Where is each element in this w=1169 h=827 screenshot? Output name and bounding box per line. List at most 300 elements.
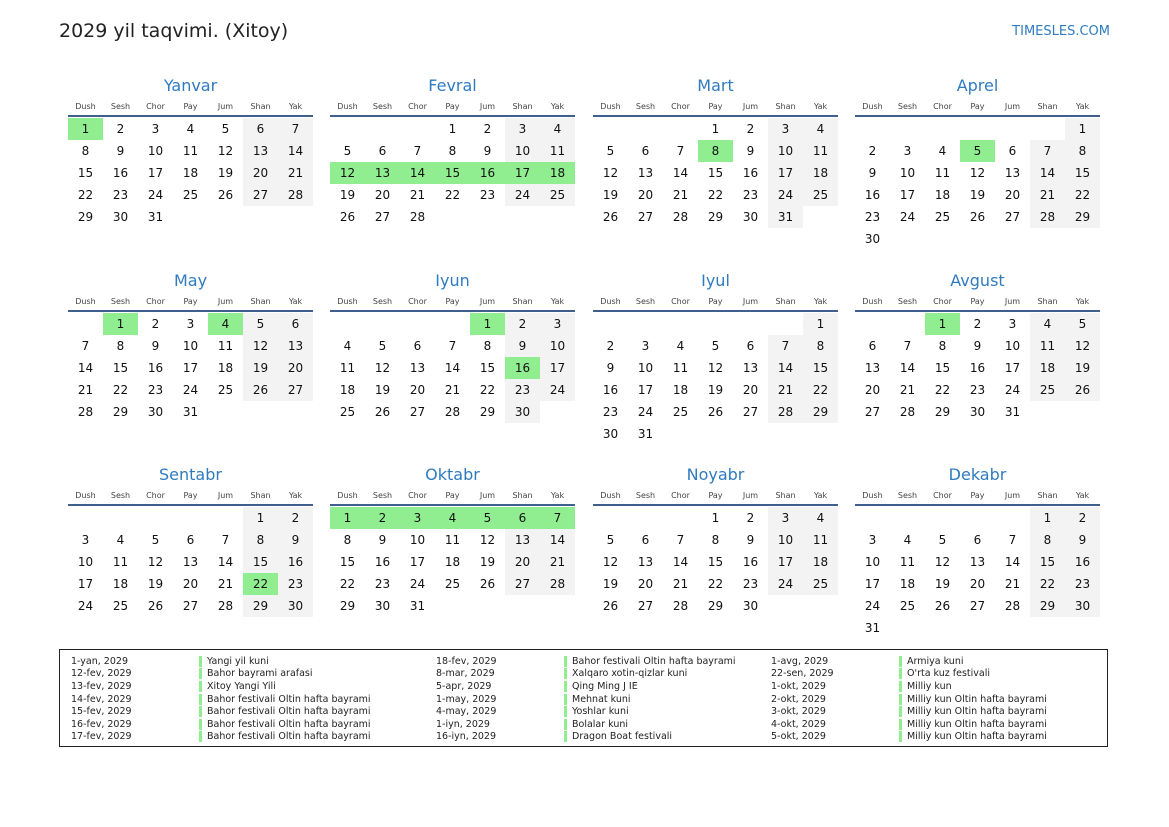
weekday-header [593,487,838,503]
weekday-label: Jum [1004,101,1021,111]
day-cell: 16 [505,357,540,379]
day-cell: 25 [672,405,689,419]
month-dekabr [855,389,1100,639]
day-cell: 24 [899,210,916,224]
weekday-label: Pay [445,296,460,306]
day-cell: 7 [540,507,575,529]
day-cell: 19 [602,188,619,202]
day-cell: 19 [217,166,234,180]
day-cell: 10 [899,166,916,180]
day-cell: 7 [903,339,912,353]
weekday-label: Shan [775,101,796,111]
holiday-marker [199,719,202,730]
day-cell: 3 [81,533,90,547]
day-cell: 16 [742,555,759,569]
holiday-marker [899,694,902,705]
day-cell: 23 [1065,573,1100,595]
day-cell: 1 [1065,118,1100,140]
holiday-marker [899,656,902,667]
day-cell: 7 [676,144,685,158]
month-divider [593,115,838,117]
holiday-date: 4-okt, 2029 [771,718,826,730]
weekday-label: Dush [862,296,883,306]
day-cell: 25 [934,210,951,224]
month-name: Mart [697,76,734,95]
holiday-marker [564,694,567,705]
day-cell: 20 [243,162,278,184]
holiday-marker [564,668,567,679]
day-cell: 15 [77,166,94,180]
legend-row [436,668,752,681]
day-empty [663,507,698,529]
day-cell: 28 [768,401,803,423]
day-cell: 15 [339,555,356,569]
day-cell: 22 [112,383,129,397]
day-cell: 24 [864,599,881,613]
weekday-label: Sesh [372,101,393,111]
weekday-label: Sesh [635,101,656,111]
day-cell: 8 [116,339,125,353]
holiday-name: O'rta kuz festivali [907,668,991,680]
day-cell: 29 [339,599,356,613]
day-cell: 29 [934,405,951,419]
day-cell: 18 [540,162,575,184]
legend-column [771,655,1087,743]
day-cell: 13 [742,361,759,375]
weekday-label: Sesh [897,490,918,500]
day-cell: 23 [374,577,391,591]
day-cell: 12 [969,166,986,180]
weekday-label: Jum [479,490,496,500]
day-cell: 15 [803,357,838,379]
holiday-date: 5-okt, 2029 [771,731,826,743]
day-cell: 30 [1065,595,1100,617]
day-cell: 1 [470,313,505,335]
day-cell: 8 [938,339,947,353]
day-empty [960,617,995,639]
day-cell: 13 [505,529,540,551]
legend-row [71,705,387,718]
weekday-label: Dush [337,296,358,306]
day-cell: 7 [81,339,90,353]
day-cell: 26 [934,599,951,613]
weekday-label: Pay [970,490,985,500]
holiday-name: Bahor festivali Oltin hafta bayrami [572,655,736,667]
day-cell: 2 [1065,507,1100,529]
day-cell: 2 [365,507,400,529]
day-cell: 27 [243,184,278,206]
day-cell: 15 [1065,162,1100,184]
day-cell: 24 [768,184,803,206]
day-cell: 9 [606,361,615,375]
day-cell: 24 [182,383,199,397]
day-cell: 29 [707,210,724,224]
holiday-date: 16-fev, 2029 [71,718,132,730]
legend-row [71,668,387,681]
holiday-marker [899,706,902,717]
month-sentabr [68,389,313,617]
day-cell: 20 [278,357,313,379]
day-cell: 22 [707,577,724,591]
day-cell: 6 [413,339,422,353]
day-cell: 21 [1030,184,1065,206]
day-cell: 4 [186,122,195,136]
day-cell: 23 [742,577,759,591]
day-cell: 16 [864,188,881,202]
day-cell: 8 [711,533,720,547]
day-cell: 27 [1004,210,1021,224]
day-cell: 4 [116,533,125,547]
day-cell: 13 [1004,166,1021,180]
day-cell: 7 [1030,140,1065,162]
day-cell: 6 [973,533,982,547]
day-cell: 27 [864,405,881,419]
day-cell: 29 [707,599,724,613]
day-cell: 13 [409,361,426,375]
day-cell: 23 [505,379,540,401]
day-cell: 25 [540,184,575,206]
site-link[interactable]: TIMESLES.COM [1012,24,1110,39]
weekday-label: Jum [1004,296,1021,306]
day-cell: 2 [973,317,982,331]
day-cell: 4 [676,339,685,353]
day-cell: 30 [969,405,986,419]
holiday-date: 12-fev, 2029 [71,668,132,680]
day-cell: 18 [182,166,199,180]
holiday-name: Bahor festivali Oltin hafta bayrami [207,693,371,705]
legend-row [436,718,752,731]
holiday-date: 5-apr, 2029 [436,680,492,692]
holiday-marker [899,731,902,742]
holiday-marker [899,668,902,679]
month-mart [593,0,838,228]
day-cell: 5 [470,507,505,529]
month-noyabr [593,389,838,617]
day-cell: 13 [278,335,313,357]
weekday-label: Dush [75,101,96,111]
day-cell: 14 [444,361,461,375]
day-cell: 2 [868,144,877,158]
day-cell: 10 [409,533,426,547]
day-cell: 27 [374,210,391,224]
day-empty [628,313,663,335]
weekday-label: Yak [288,296,303,306]
day-cell: 19 [602,577,619,591]
weekday-label: Yak [288,101,303,111]
day-empty [925,507,960,529]
weekday-label: Jum [742,101,759,111]
day-cell: 24 [768,573,803,595]
day-cell: 25 [444,577,461,591]
day-empty [628,118,663,140]
day-cell: 21 [672,188,689,202]
day-empty [103,507,138,529]
day-cell: 10 [182,339,199,353]
day-cell: 28 [217,599,234,613]
day-cell: 3 [641,339,650,353]
day-cell: 30 [742,599,759,613]
holiday-date: 4-may, 2029 [436,706,497,718]
day-cell: 6 [186,533,195,547]
holiday-marker [199,731,202,742]
day-cell: 11 [899,555,916,569]
day-empty [890,617,925,639]
day-cell: 31 [182,405,199,419]
day-cell: 16 [969,361,986,375]
day-empty [733,313,768,335]
day-cell: 17 [505,162,540,184]
day-cell: 27 [637,210,654,224]
holiday-name: Yangi yil kuni [207,655,269,667]
day-empty [855,507,890,529]
day-empty [400,313,435,335]
day-empty [768,313,803,335]
weekday-label: Jum [217,296,234,306]
weekday-label: Sesh [897,296,918,306]
day-cell: 26 [602,210,619,224]
day-cell: 9 [483,144,492,158]
day-cell: 15 [934,361,951,375]
weekday-label: Yak [550,490,565,500]
day-cell: 21 [1004,577,1021,591]
holiday-name: Bahor festivali Oltin hafta bayrami [207,731,371,743]
day-cell: 22 [803,379,838,401]
weekday-header [330,487,575,503]
day-cell: 16 [278,551,313,573]
day-empty [925,617,960,639]
day-cell: 21 [217,577,234,591]
day-cell: 25 [899,599,916,613]
holiday-name: Bolalar kuni [572,718,629,730]
day-cell: 10 [768,529,803,551]
day-cell: 19 [374,383,391,397]
weekday-label: Pay [445,490,460,500]
day-cell: 17 [1004,361,1021,375]
weekday-header [855,293,1100,309]
day-empty [365,313,400,335]
day-cell: 6 [641,144,650,158]
day-cell: 3 [768,118,803,140]
day-cell: 9 [151,339,160,353]
day-cell: 28 [444,405,461,419]
day-cell: 30 [602,427,619,441]
weekday-header [68,487,313,503]
day-cell: 31 [768,206,803,228]
day-cell: 17 [77,577,94,591]
day-empty [208,507,243,529]
day-cell: 14 [672,555,689,569]
legend-row [436,693,752,706]
day-empty [173,507,208,529]
legend-row [71,655,387,668]
day-cell: 9 [746,144,755,158]
day-cell: 16 [602,383,619,397]
day-cell: 28 [77,405,94,419]
day-empty [330,118,365,140]
day-cell: 12 [707,361,724,375]
day-cell: 6 [378,144,387,158]
day-cell: 26 [969,210,986,224]
weekday-header [593,98,838,114]
day-cell: 4 [903,533,912,547]
day-empty [855,118,890,140]
day-cell: 27 [278,379,313,401]
weekday-label: Yak [813,490,828,500]
weekday-label: Shan [1037,490,1058,500]
day-cell: 24 [1004,383,1021,397]
day-cell: 18 [803,551,838,573]
day-cell: 4 [343,339,352,353]
day-empty [890,507,925,529]
day-cell: 4 [1030,313,1065,335]
day-cell: 23 [278,573,313,595]
day-cell: 28 [540,573,575,595]
day-cell: 3 [151,122,160,136]
day-cell: 5 [960,140,995,162]
day-cell: 7 [1008,533,1017,547]
day-cell: 30 [742,210,759,224]
day-cell: 2 [746,122,755,136]
weekday-label: Shan [250,296,271,306]
holiday-date: 14-fev, 2029 [71,693,132,705]
weekday-label: Chor [671,490,690,500]
day-cell: 14 [768,357,803,379]
day-cell: 17 [182,361,199,375]
day-cell: 10 [540,335,575,357]
day-cell: 22 [934,383,951,397]
weekday-label: Yak [550,296,565,306]
weekday-header [330,98,575,114]
day-cell: 10 [768,140,803,162]
day-cell: 13 [365,162,400,184]
weekday-header [593,293,838,309]
weekday-label: Pay [183,101,198,111]
weekday-label: Pay [970,101,985,111]
weekday-label: Chor [408,490,427,500]
day-cell: 7 [413,144,422,158]
legend-row [771,680,1087,693]
month-divider [330,115,575,117]
day-cell: 2 [483,122,492,136]
day-grid [855,507,1100,639]
day-cell: 13 [637,555,654,569]
holiday-date: 17-fev, 2029 [71,731,132,743]
day-cell: 25 [1030,379,1065,401]
month-divider [593,310,838,312]
day-cell: 11 [339,361,356,375]
day-cell: 11 [803,529,838,551]
day-cell: 12 [147,555,164,569]
day-cell: 17 [147,166,164,180]
holiday-date: 1-yan, 2029 [71,655,128,667]
holiday-name: Xitoy Yangi Yili [207,680,276,692]
day-cell: 26 [147,599,164,613]
day-cell: 7 [448,339,457,353]
weekday-label: Jum [742,296,759,306]
day-cell: 30 [112,210,129,224]
day-empty [1030,617,1065,639]
day-cell: 17 [540,357,575,379]
day-cell: 18 [1030,357,1065,379]
holiday-marker [564,731,567,742]
month-divider [593,504,838,506]
day-cell: 21 [540,551,575,573]
weekday-label: Yak [813,296,828,306]
day-cell: 5 [221,122,230,136]
day-cell: 1 [711,122,720,136]
day-cell: 5 [938,533,947,547]
day-cell: 20 [409,383,426,397]
day-cell: 25 [803,184,838,206]
day-cell: 8 [698,140,733,162]
day-cell: 14 [540,529,575,551]
legend-row [771,668,1087,681]
day-cell: 9 [973,339,982,353]
day-empty [698,313,733,335]
day-cell: 13 [969,555,986,569]
day-cell: 9 [505,335,540,357]
day-cell: 18 [934,188,951,202]
day-cell: 19 [147,577,164,591]
day-cell: 17 [768,551,803,573]
weekday-label: Chor [408,296,427,306]
day-cell: 6 [1008,144,1017,158]
weekday-header [855,487,1100,503]
day-cell: 24 [147,188,164,202]
day-cell: 15 [479,361,496,375]
holiday-name: Milliy kun Oltin hafta bayrami [907,718,1047,730]
holiday-name: Yoshlar kuni [572,706,629,718]
day-cell: 30 [374,599,391,613]
day-cell: 28 [1004,599,1021,613]
day-cell: 28 [1030,206,1065,228]
day-cell: 16 [374,555,391,569]
day-cell: 8 [343,533,352,547]
day-cell: 18 [217,361,234,375]
day-cell: 21 [77,383,94,397]
holiday-marker [564,681,567,692]
month-divider [330,310,575,312]
month-oktabr [330,389,575,617]
legend-row [771,693,1087,706]
month-name: Iyun [435,271,470,290]
weekday-label: Jum [742,490,759,500]
day-cell: 11 [182,144,199,158]
weekday-label: Sesh [110,296,131,306]
day-empty [925,118,960,140]
weekday-label: Pay [708,101,723,111]
weekday-label: Chor [933,490,952,500]
holiday-marker [564,706,567,717]
holiday-name: Dragon Boat festivali [572,731,673,743]
day-cell: 12 [479,533,496,547]
day-grid [330,507,575,617]
day-cell: 18 [444,555,461,569]
holiday-date: 1-okt, 2029 [771,680,826,692]
day-cell: 22 [77,188,94,202]
day-cell: 17 [637,383,654,397]
day-empty [890,313,925,335]
day-cell: 19 [479,555,496,569]
day-cell: 16 [742,166,759,180]
weekday-label: Sesh [110,101,131,111]
legend-row [771,705,1087,718]
month-divider [330,504,575,506]
day-cell: 30 [505,401,540,423]
legend-row [436,655,752,668]
holiday-legend [59,649,1108,747]
day-cell: 30 [864,232,881,246]
